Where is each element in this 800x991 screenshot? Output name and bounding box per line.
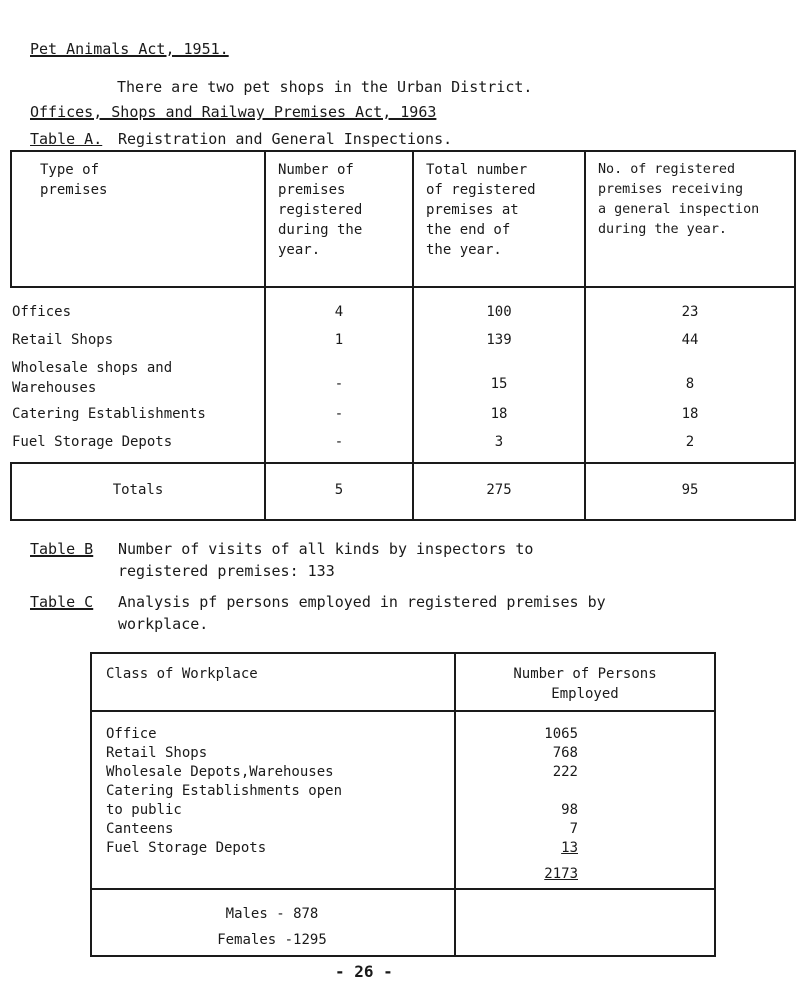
pet-shops-text: There are two pet shops in the Urban District. bbox=[117, 78, 533, 96]
act-heading: Offices, Shops and Railway Premises Act, 1963 bbox=[30, 103, 437, 121]
table-a-left-border bbox=[10, 150, 12, 288]
table-a-row-offices-total: 100 bbox=[486, 304, 512, 320]
table-a bbox=[10, 150, 796, 522]
table-a-row-retail-total: 139 bbox=[486, 332, 512, 348]
table-c-text-line1: Analysis pf persons employed in registered premises by bbox=[118, 593, 606, 611]
table-a-row-wholesale-inspected: 8 bbox=[685, 376, 695, 392]
table-a-row-retail-inspected: 44 bbox=[681, 332, 699, 348]
table-c-row-office-value: 1065 bbox=[544, 726, 578, 742]
table-a-row-catering-inspected: 18 bbox=[681, 406, 699, 422]
table-c-males: Males - 878 bbox=[225, 906, 319, 922]
table-a-header-inspected: No. of registered premises receiving a general inspection during the year. bbox=[598, 162, 760, 237]
table-a-row-offices-type: Offices bbox=[12, 304, 72, 320]
table-c-row-wholesale-value: 222 bbox=[552, 764, 578, 780]
table-c-row-public-value: 98 bbox=[561, 802, 578, 818]
table-c-text-line2: workplace. bbox=[118, 615, 209, 633]
table-a-label: Table A. bbox=[30, 130, 103, 148]
table-c-row-canteens-value: 7 bbox=[569, 821, 578, 837]
table-a-row-wholesale-total: 15 bbox=[490, 376, 508, 392]
table-a-header-total: Total number of registered premises at the end of the year. bbox=[426, 162, 536, 258]
table-c-row-canteens-label: Canteens bbox=[106, 821, 174, 837]
table-c-header-number: Number of Persons Employed bbox=[513, 666, 657, 702]
table-a-caption: Registration and General Inspections. bbox=[118, 130, 453, 148]
table-c-row-retail-label: Retail Shops bbox=[106, 745, 208, 761]
table-a-row-fuel-inspected: 2 bbox=[685, 434, 695, 450]
table-a-totals-label: Totals bbox=[112, 482, 164, 498]
table-b-text-line1: Number of visits of all kinds by inspectors to bbox=[118, 540, 534, 558]
table-c-row-fuel-label: Fuel Storage Depots bbox=[106, 840, 267, 856]
table-a-header-type: Type of premises bbox=[40, 162, 108, 198]
table-a-row-fuel-total: 3 bbox=[494, 434, 504, 450]
table-b-label: Table B bbox=[30, 540, 94, 558]
table-a-totals-inspected: 95 bbox=[681, 482, 699, 498]
table-c-row-public-label: to public bbox=[106, 802, 182, 818]
table-c-header-class: Class of Workplace bbox=[106, 666, 258, 682]
table-b-text-line2: registered premises: 133 bbox=[118, 562, 335, 580]
table-a-row-catering-type: Catering Establishments bbox=[12, 406, 206, 422]
table-a-row-offices-inspected: 23 bbox=[681, 304, 699, 320]
table-c-header-border bbox=[90, 710, 716, 712]
table-a-bottom-border bbox=[10, 519, 796, 521]
table-a-row-catering-total: 18 bbox=[490, 406, 508, 422]
table-a-totals-registered: 5 bbox=[334, 482, 344, 498]
table-c-row-fuel-value: 13 bbox=[561, 840, 578, 856]
table-c-row-office-label: Office bbox=[106, 726, 157, 742]
table-c-females: Females -1295 bbox=[217, 932, 327, 948]
table-a-totals-top-border bbox=[10, 462, 796, 464]
table-a-row-retail-registered: 1 bbox=[334, 332, 344, 348]
table-c-row-wholesale-label: Wholesale Depots,Warehouses bbox=[106, 764, 334, 780]
table-a-row-retail-type: Retail Shops bbox=[12, 332, 114, 348]
table-c-row-retail-value: 768 bbox=[552, 745, 578, 761]
table-c-right-border bbox=[714, 652, 716, 957]
page-heading: Pet Animals Act, 1951. bbox=[30, 40, 229, 58]
table-c-top-border bbox=[90, 652, 716, 654]
table-c-total-value: 2173 bbox=[544, 866, 578, 882]
table-a-row-wholesale-type: Wholesale shops and Warehouses bbox=[12, 360, 173, 396]
table-a-row-catering-registered: - bbox=[334, 406, 344, 422]
table-a-right-border bbox=[794, 150, 796, 521]
table-c-mid-border bbox=[90, 888, 716, 890]
page-number: - 26 - bbox=[335, 962, 393, 981]
table-a-row-fuel-type: Fuel Storage Depots bbox=[12, 434, 173, 450]
table-a-row-offices-registered: 4 bbox=[334, 304, 344, 320]
table-c bbox=[90, 652, 716, 958]
table-a-row-wholesale-registered: - bbox=[334, 376, 344, 392]
table-c-label: Table C bbox=[30, 593, 94, 611]
table-a-totals-total: 275 bbox=[486, 482, 512, 498]
table-a-header-border bbox=[10, 286, 796, 288]
table-c-bottom-border bbox=[90, 955, 716, 957]
table-a-header-registered: Number of premises registered during the year. bbox=[278, 162, 363, 258]
table-a-top-border bbox=[10, 150, 796, 152]
table-a-row-fuel-registered: - bbox=[334, 434, 344, 450]
table-c-row-catering-label: Catering Establishments open bbox=[106, 783, 343, 799]
